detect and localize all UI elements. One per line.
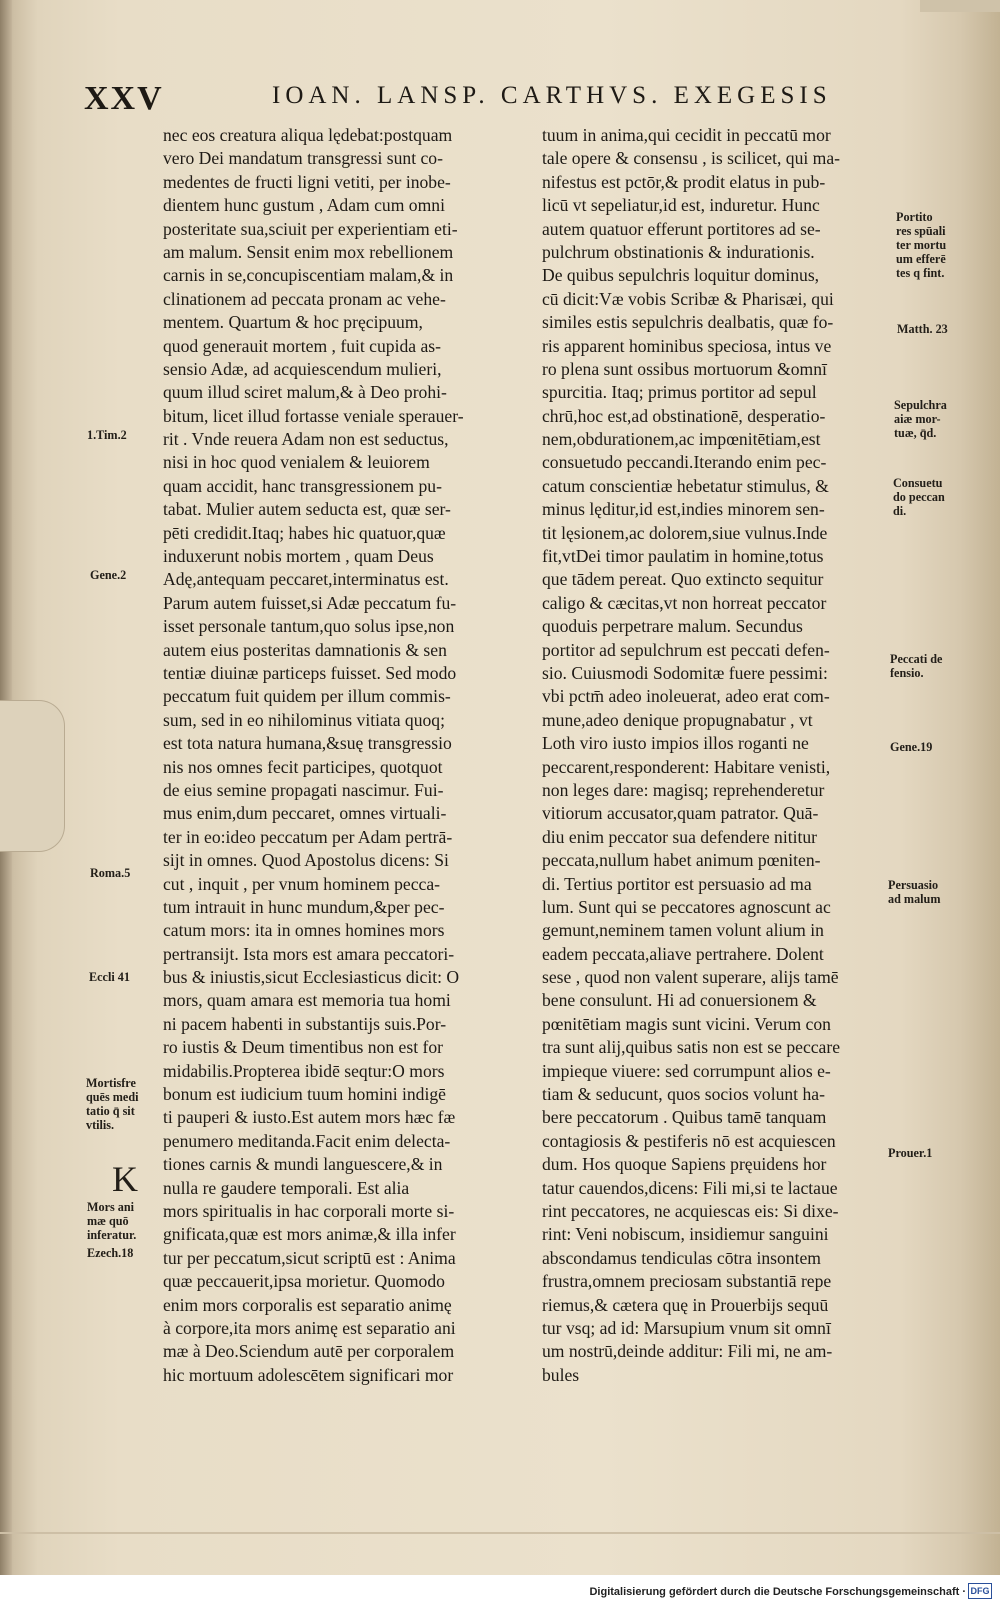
text-line: induxerunt nobis mortem , quam Deus bbox=[163, 546, 434, 567]
footer-credit: Digitalisierung gefördert durch die Deutsche Forschungsgemeinschaft · bbox=[589, 1586, 966, 1598]
text-line: peccarent,responderent: Habitare venisti, bbox=[542, 756, 831, 777]
text-line: hic mortuum adolescētem significari mor bbox=[163, 1364, 454, 1385]
text-line: eadem peccata,aliave pertrahere. Dolent bbox=[542, 943, 824, 964]
text-line: fit,vtDei timor paulatim in homine,totus bbox=[542, 546, 824, 567]
text-line: pulchrum obstinationis & indurationis. bbox=[542, 241, 815, 262]
text-line: minus lęditur,id est,indies minorem sen- bbox=[542, 499, 825, 520]
text-line: mors spiritualis in hac corporali morte si- bbox=[163, 1200, 455, 1221]
margin-note-peccati: Peccati de fensio. bbox=[890, 652, 943, 680]
text-line: abscondamus tendiculas cōtra insontem bbox=[542, 1247, 821, 1268]
text-line: peccata,nullum habet animum pœniten- bbox=[542, 850, 821, 871]
text-line: tur vsq; ad id: Marsupium vnum sit omnī bbox=[542, 1317, 831, 1338]
text-line: riemus,& cætera quę in Prouerbijs sequū bbox=[542, 1294, 829, 1315]
text-line: que tādem pereat. Quo extincto sequitur bbox=[542, 569, 824, 590]
text-line: tatur cauendos,dicens: Fili mi,si te lactaue bbox=[542, 1177, 838, 1198]
text-line: tra sunt alij,quibus satis non est se peccare bbox=[542, 1037, 841, 1058]
text-line: catum conscientiæ hebetatur stimulus, & bbox=[542, 475, 829, 496]
text-line: gemunt,neminem tamen volunt alium in bbox=[542, 920, 824, 941]
text-line: sio. Cuiusmodi Sodomitæ fuere pessimi: bbox=[542, 662, 828, 683]
text-line: enim mors corporalis est separatio animę bbox=[163, 1294, 452, 1315]
text-line: pœnitētiam magis sunt vicini. Verum con bbox=[542, 1013, 831, 1034]
digitization-footer bbox=[0, 1576, 1000, 1607]
text-line: bere peccatorum . Quibus tamē tanquam bbox=[542, 1107, 827, 1128]
text-line: quod generauit mortem , fuit cupida as- bbox=[163, 335, 441, 356]
text-line: tum intrauit in hunc mundum,&per pec- bbox=[163, 896, 445, 917]
margin-note-tim: 1.Tim.2 bbox=[87, 428, 127, 442]
margin-note-gene: Gene.2 bbox=[90, 568, 127, 582]
text-line: contagiosis & pestiferis nō est acquiescen bbox=[542, 1130, 836, 1151]
page-corner-shadow bbox=[920, 0, 1000, 12]
text-line: mus enim,dum peccaret, omnes virtuali- bbox=[163, 803, 447, 824]
text-line: autem quatuor efferunt portitores ad se- bbox=[542, 218, 821, 239]
text-line: peccatum fuit quidem per illum commis- bbox=[163, 686, 451, 707]
text-line: sijt in omnes. Quod Apostolus dicens: Si bbox=[163, 850, 449, 871]
margin-note-mors: Mors ani mæ quō inferatur. bbox=[87, 1200, 137, 1242]
text-line: sensio Adæ, ad acquiescendum mulieri, bbox=[163, 358, 442, 379]
text-line: tur per peccatum,sicut scriptū est : Anima bbox=[163, 1247, 456, 1268]
text-line: vero Dei mandatum transgressi sunt co- bbox=[163, 148, 443, 169]
margin-note-ezech: Ezech.18 bbox=[87, 1246, 134, 1260]
margin-note-persuasio: Persuasio ad malum bbox=[888, 878, 941, 906]
text-line: tiam & seducunt, quos socios volunt ha- bbox=[542, 1084, 825, 1105]
text-line: sum, sed in eo nihilominus vitiata quoq; bbox=[163, 709, 445, 730]
text-line: tabat. Mulier autem seducta est, quæ ser- bbox=[163, 499, 451, 520]
text-line: ro plena sunt ossibus mortuorum &omnī bbox=[542, 358, 827, 379]
text-line: rint peccatores, ne acquiescas eis: Si dixe- bbox=[542, 1200, 839, 1221]
text-line: nulla re gaudere temporali. Est alia bbox=[163, 1177, 410, 1198]
text-line: nisi in hoc quod venialem & leuiorem bbox=[163, 452, 430, 473]
page-bottom-edge bbox=[0, 1532, 1000, 1534]
text-line: ti pauperi & iusto.Est autem mors hæc fæ bbox=[163, 1107, 456, 1128]
text-line: dum. Hos quoque Sapiens pręuidens hor bbox=[542, 1154, 827, 1175]
text-line: caligo & cæcitas,vt non horreat peccator bbox=[542, 592, 827, 613]
text-line: ni pacem habenti in substantijs suis.Por- bbox=[163, 1013, 447, 1034]
text-line: di. Tertius portitor est persuasio ad ma bbox=[542, 873, 812, 894]
text-line: quam accidit, hanc transgressionem pu- bbox=[163, 475, 442, 496]
text-line: isset personale tantum,quo solus ipse,non bbox=[163, 616, 455, 637]
text-line: de eius semine propagati nascimur. Fui- bbox=[163, 779, 444, 800]
text-line: bitum, licet illud fortasse veniale sperauer- bbox=[163, 405, 464, 426]
text-line: Parum autem fuisset,si Adæ peccatum fu- bbox=[163, 592, 457, 613]
text-line: clinationem ad peccata pronam ac vehe- bbox=[163, 288, 446, 309]
text-line: Loth viro iusto impios illos roganti ne bbox=[542, 733, 809, 754]
text-line: vitiorum accusator,quam patrator. Quā- bbox=[542, 803, 819, 824]
text-line: mors, quam amara est memoria tua homi bbox=[163, 990, 451, 1011]
text-column-left bbox=[163, 124, 529, 1387]
text-line: am malum. Sensit enim mox rebellionem bbox=[163, 241, 454, 262]
text-line: bus & iniustis,sicut Ecclesiasticus dicit: O bbox=[163, 967, 460, 988]
text-line: carnis in se,concupiscentiam malam,& in bbox=[163, 265, 454, 286]
text-line: De quibus sepulchris loquitur dominus, bbox=[542, 265, 820, 286]
text-line: cū dicit:Væ vobis Scribæ & Pharisæi, qui bbox=[542, 288, 834, 309]
margin-note-prouer: Prouer.1 bbox=[888, 1146, 933, 1160]
text-line: tale opere & consensu , is scilicet, qui ma- bbox=[542, 148, 841, 169]
text-line: tiones carnis & mundi languescere,& in bbox=[163, 1154, 443, 1175]
text-line: mæ à Deo.Sciendum autē per corporalem bbox=[163, 1341, 455, 1362]
text-line: cut , inquit , per vnum hominem pecca- bbox=[163, 873, 441, 894]
folio-number: XXV bbox=[84, 80, 164, 117]
margin-note-roma: Roma.5 bbox=[90, 866, 131, 880]
text-line: spurcitia. Itaq; primus portitor ad sepul bbox=[542, 382, 817, 403]
text-line: tentiæ diuinæ particeps fuisset. Sed modo bbox=[163, 662, 457, 683]
text-line: ris apparent hominibus speciosa, intus ve bbox=[542, 335, 832, 356]
text-line: autem eius posteritas damnationis & sen bbox=[163, 639, 447, 660]
text-line: bules bbox=[542, 1364, 580, 1385]
margin-note-consuetudo: Consuetu do peccan di. bbox=[893, 476, 945, 518]
text-line: consuetudo peccandi.Iterando enim pec- bbox=[542, 452, 827, 473]
margin-note-sepulchra: Sepulchra aiæ mor- tuæ, q̄d. bbox=[894, 398, 947, 440]
text-line: catum mors: ita in omnes homines mors bbox=[163, 920, 445, 941]
text-line: mentem. Quartum & hoc pręcipuum, bbox=[163, 312, 423, 333]
margin-note-mortisfre: Mortisfre quēs medi tatio q̄ sit vtilis. bbox=[86, 1076, 139, 1132]
margin-note-matth: Matth. 23 bbox=[897, 322, 948, 336]
margin-note-gene19: Gene.19 bbox=[890, 740, 933, 754]
dfg-logo: DFG bbox=[968, 1583, 992, 1599]
text-line: ter in eo:ideo peccatum per Adam pertrā- bbox=[163, 826, 453, 847]
text-line: chrū,hoc est,ad obstinationē, desperatio- bbox=[542, 405, 826, 426]
text-line: vbi pctm̄ adeo inoleuerat, adeo erat com- bbox=[542, 686, 830, 707]
text-line: midabilis.Propterea ibidē seqtur:O mors bbox=[163, 1060, 445, 1081]
text-line: ro iustis & Deum timentibus non est for bbox=[163, 1037, 444, 1058]
text-line: impieque viuere: sed corrumpunt alios e- bbox=[542, 1060, 831, 1081]
text-line: mune,adeo denique propugnabatur , vt bbox=[542, 709, 813, 730]
text-line: sese , quod non valent superare, alijs tamē bbox=[542, 967, 839, 988]
marginal-initial-letter: K bbox=[112, 1159, 138, 1199]
text-line: nis nos omnes fecit participes, quotquot bbox=[163, 756, 443, 777]
text-line: dientem hunc gustum , Adam cum omni bbox=[163, 195, 445, 216]
text-line: licū vt sepeliatur,id est, induretur. Hunc bbox=[542, 195, 820, 216]
text-line: gnificata,quæ est mors animæ,& illa infer bbox=[163, 1224, 456, 1245]
text-line: lum. Sunt qui se peccatores agnoscunt ac bbox=[542, 896, 831, 917]
text-line: Adę,antequam peccaret,interminatus est. bbox=[163, 569, 449, 590]
text-line: tit lęsionem,ac dolorem,siue vulnus.Inde bbox=[542, 522, 828, 543]
text-line: similes estis sepulchris dealbatis, quæ fo- bbox=[542, 312, 834, 333]
text-line: nem,obdurationem,ac impœnitētiam,est bbox=[542, 429, 821, 450]
text-line: nifestus est pctōr,& prodit elatus in pub- bbox=[542, 171, 826, 192]
text-line: pēti credidit.Itaq; habes hic quatuor,quæ bbox=[163, 522, 446, 543]
text-line: quum illud sciret malum,& à Deo prohi- bbox=[163, 382, 447, 403]
text-line: quæ peccauerit,ipsa morietur. Quomodo bbox=[163, 1271, 445, 1292]
text-line: rit . Vnde reuera Adam non est seductus, bbox=[163, 429, 449, 450]
text-line: penumero meditanda.Facit enim delecta- bbox=[163, 1130, 451, 1151]
margin-note-portitores: Portito res spūali ter mortu um efferē tes q fint. bbox=[896, 210, 947, 280]
text-line: nec eos creatura aliqua lędebat:postquam bbox=[163, 125, 453, 145]
text-line: diu enim peccator sua defendere nititur bbox=[542, 826, 818, 847]
text-line: pertransijt. Ista mors est amara peccatori- bbox=[163, 943, 455, 964]
text-line: frustra,omnem preciosam substantiā repe bbox=[542, 1271, 832, 1292]
text-line: tuum in anima,qui cecidit in peccatū mor bbox=[542, 125, 831, 145]
text-line: non leges dare: magisq; reprehenderetur bbox=[542, 779, 825, 800]
text-column-right bbox=[542, 124, 892, 1387]
text-line: portitor ad sepulchrum est peccati defen- bbox=[542, 639, 830, 660]
text-line: posteritate sua,sciuit per experientiam eti- bbox=[163, 218, 458, 239]
text-line: bonum est iudicium tuum homini indigē bbox=[163, 1084, 446, 1105]
page-tab-marker bbox=[0, 700, 65, 852]
text-line: est tota natura humana,&suę transgressio bbox=[163, 733, 452, 754]
text-line: rint: Veni nobiscum, insidiemur sanguini bbox=[542, 1224, 829, 1245]
text-line: quoduis perpetrare malum. Secundus bbox=[542, 616, 803, 637]
text-line: medentes de fructi ligni vetiti, per inobe- bbox=[163, 171, 451, 192]
text-line: bene consulunt. Hi ad conuersionem & bbox=[542, 990, 817, 1011]
text-line: um nostrū,deinde additur: Fili mi, ne am- bbox=[542, 1341, 833, 1362]
running-title: IOAN. LANSP. CARTHVS. EXEGESIS bbox=[272, 82, 832, 109]
text-line: à corpore,ita mors animę est separatio ani bbox=[163, 1317, 456, 1338]
margin-note-eccli: Eccli 41 bbox=[89, 970, 130, 984]
